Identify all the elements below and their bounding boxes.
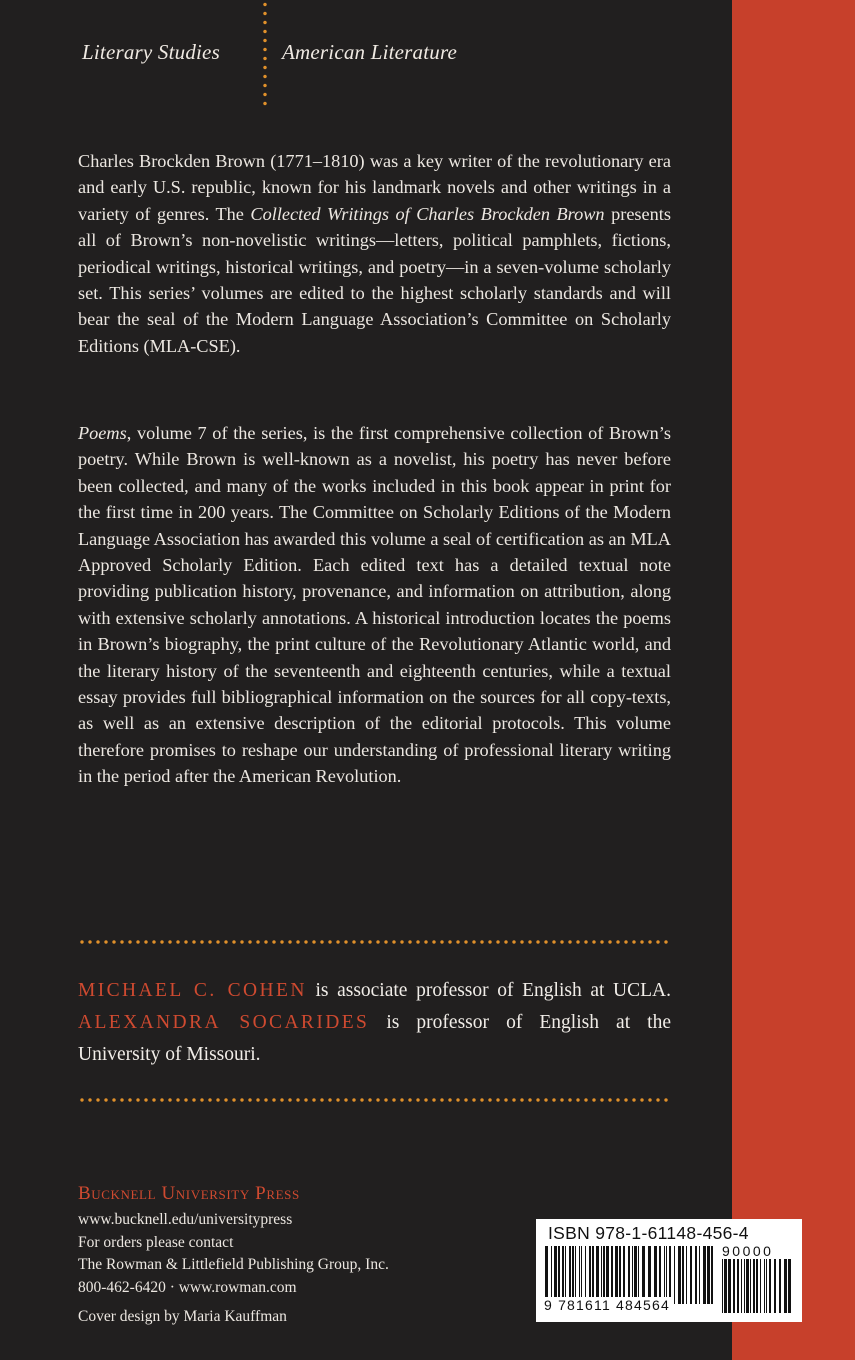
author-bio-1: is associate professor of English at UCLA. <box>306 980 671 1001</box>
barcode-bar <box>784 1259 787 1313</box>
publisher-name: Bucknell University Press <box>78 1183 300 1204</box>
barcode-bar <box>642 1246 645 1304</box>
barcode-bar <box>619 1246 621 1304</box>
barcode-bar <box>741 1259 742 1313</box>
barcode-bar <box>746 1259 749 1313</box>
barcode-bar <box>703 1246 706 1304</box>
barcode-bar <box>774 1259 776 1313</box>
barcode-bar <box>728 1259 731 1313</box>
barcode-bar <box>686 1246 687 1304</box>
barcode-bar <box>669 1246 671 1304</box>
barcode-bar <box>722 1259 723 1313</box>
barcode-bar <box>565 1246 566 1304</box>
barcode-bar <box>666 1246 667 1304</box>
author-bio <box>78 975 671 1071</box>
red-spine-band <box>732 0 855 1360</box>
author-name-2: ALEXANDRA SOCARIDES <box>78 1012 370 1033</box>
barcode-bar <box>554 1246 557 1304</box>
barcode-bar <box>648 1246 651 1304</box>
barcode-bar <box>690 1246 692 1304</box>
ean-barcode-bars <box>544 1246 716 1304</box>
barcode-bar <box>756 1259 758 1313</box>
vertical-dotted-divider <box>263 0 267 108</box>
publisher-website: www.bucknell.edu/universitypress <box>78 1211 293 1228</box>
barcode-bar <box>575 1246 576 1304</box>
barcode-bar <box>724 1259 727 1313</box>
author-name-1: MICHAEL C. COHEN <box>78 980 307 1001</box>
orders-label: For orders please contact <box>78 1233 234 1251</box>
description-paragraph-2 <box>78 420 671 790</box>
barcode-bar <box>760 1259 761 1313</box>
barcode-bar <box>558 1246 560 1304</box>
barcode-bar <box>628 1246 630 1304</box>
barcode-bar <box>603 1246 605 1304</box>
addon-barcode-bars <box>721 1259 793 1313</box>
barcode-bar <box>596 1246 599 1304</box>
category-american-literature: American Literature <box>282 40 458 64</box>
cover-design-credit: Cover design by Maria Kauffman <box>78 1308 287 1325</box>
barcode-bar <box>551 1246 552 1304</box>
dotted-divider-bottom <box>78 1098 671 1102</box>
barcode-bar <box>764 1259 765 1313</box>
paragraph-1-text-start: Charles Brockden Brown (1771–1810) was a key writer of the revolutionary era and early U.S. republic, known for his landmark novels and other writings in a variety of genres. The <box>78 151 671 224</box>
barcode-bar <box>638 1246 639 1304</box>
barcode-bar <box>674 1246 675 1304</box>
barcode-bar <box>569 1246 571 1304</box>
barcode-bar <box>788 1259 791 1313</box>
barcode-bar <box>654 1246 657 1304</box>
barcode-bar <box>592 1246 594 1304</box>
barcode-bar <box>682 1246 684 1304</box>
barcode-bar <box>699 1246 700 1304</box>
barcode-bar <box>572 1246 574 1304</box>
barcode-bar <box>623 1246 625 1304</box>
barcode-bar <box>632 1246 633 1304</box>
description-paragraph-1 <box>78 148 671 359</box>
barcode-bar <box>733 1259 735 1313</box>
series-title-italic: Collected Writings of Charles Brockden Brown <box>250 203 605 224</box>
barcode-bar <box>750 1259 751 1313</box>
barcode-bar <box>744 1259 745 1313</box>
distributor-contact: 800-462-6420 · www.rowman.com <box>78 1278 297 1296</box>
barcode-bar <box>779 1259 781 1313</box>
barcode-bar <box>769 1259 771 1313</box>
barcode-bar <box>707 1246 710 1304</box>
author-bio-2: is professor of English at the University of Missouri. <box>78 1012 672 1065</box>
barcode-bar <box>766 1259 767 1313</box>
barcode-bar <box>601 1246 602 1304</box>
barcode-bar <box>678 1246 681 1304</box>
barcode-bar <box>737 1259 739 1313</box>
barcode-bar <box>634 1246 637 1304</box>
paragraph-2-text: , volume 7 of the series, is the first comprehensive collection of Brown’s poetry. While Brown is well-known as a novelist, his poetry has never before been collected, and many of the works included in this book appear in print for the first time in 200 years. The Committee on Scholarly Editions of the Modern Language Association has awarded this volume a seal of certification as an MLA Approved Scholarly Edition. Each edited text has a detailed textual note providing publication history, provenance, and information on attribution, along with extensive scholarly annotations. A historical introduction locates the poems in Brown’s biography, the print culture of the Revolutionary Atlantic world, and the literary history of the seventeenth and eighteenth centuries, while a textual essay provides full bibliographical information on the sources for all copy-texts, as well as an extensive description of the editorial protocols. This volume therefore promises to reshape our understanding of professional literary writing in the period after the American Revolution. <box>78 423 671 787</box>
barcode-bar <box>606 1246 609 1304</box>
paragraph-1-text-end: presents all of Brown’s non-novelistic writings—letters, political pamphlets, fictions, periodical writings, historical writings, and poetry—in a seven-volume scholarly set. This series’ volumes are edited to the highest scholarly standards and will bear the seal of the Modern Language Association’s Committee on Scholarly Editions (MLA-CSE). <box>78 203 671 356</box>
barcode-bar <box>545 1246 548 1304</box>
barcode-bar <box>581 1246 582 1304</box>
barcode-bar <box>659 1246 661 1304</box>
barcode-bar <box>611 1246 613 1304</box>
barcode-bar <box>711 1246 713 1304</box>
barcode-bar <box>695 1246 697 1304</box>
barcode-bar <box>615 1246 618 1304</box>
dotted-divider-top <box>78 940 671 944</box>
book-title-italic: Poems <box>78 423 127 443</box>
ean-digits: 9 781611 484564 <box>544 1297 670 1313</box>
publisher-block <box>78 1182 518 1299</box>
barcode-bar <box>753 1259 755 1313</box>
barcode-bar <box>562 1246 564 1304</box>
barcode-bar <box>585 1246 586 1304</box>
barcode-bar <box>664 1246 665 1304</box>
addon-digits: 90000 <box>722 1243 774 1259</box>
isbn-barcode <box>536 1219 802 1322</box>
barcode-bar <box>579 1246 580 1304</box>
distributor-name: The Rowman & Littlefield Publishing Group, Inc. <box>78 1256 389 1274</box>
isbn-label: ISBN 978-1-61148-456-4 <box>548 1223 749 1243</box>
category-literary-studies: Literary Studies <box>82 40 220 64</box>
barcode-bar <box>589 1246 591 1304</box>
